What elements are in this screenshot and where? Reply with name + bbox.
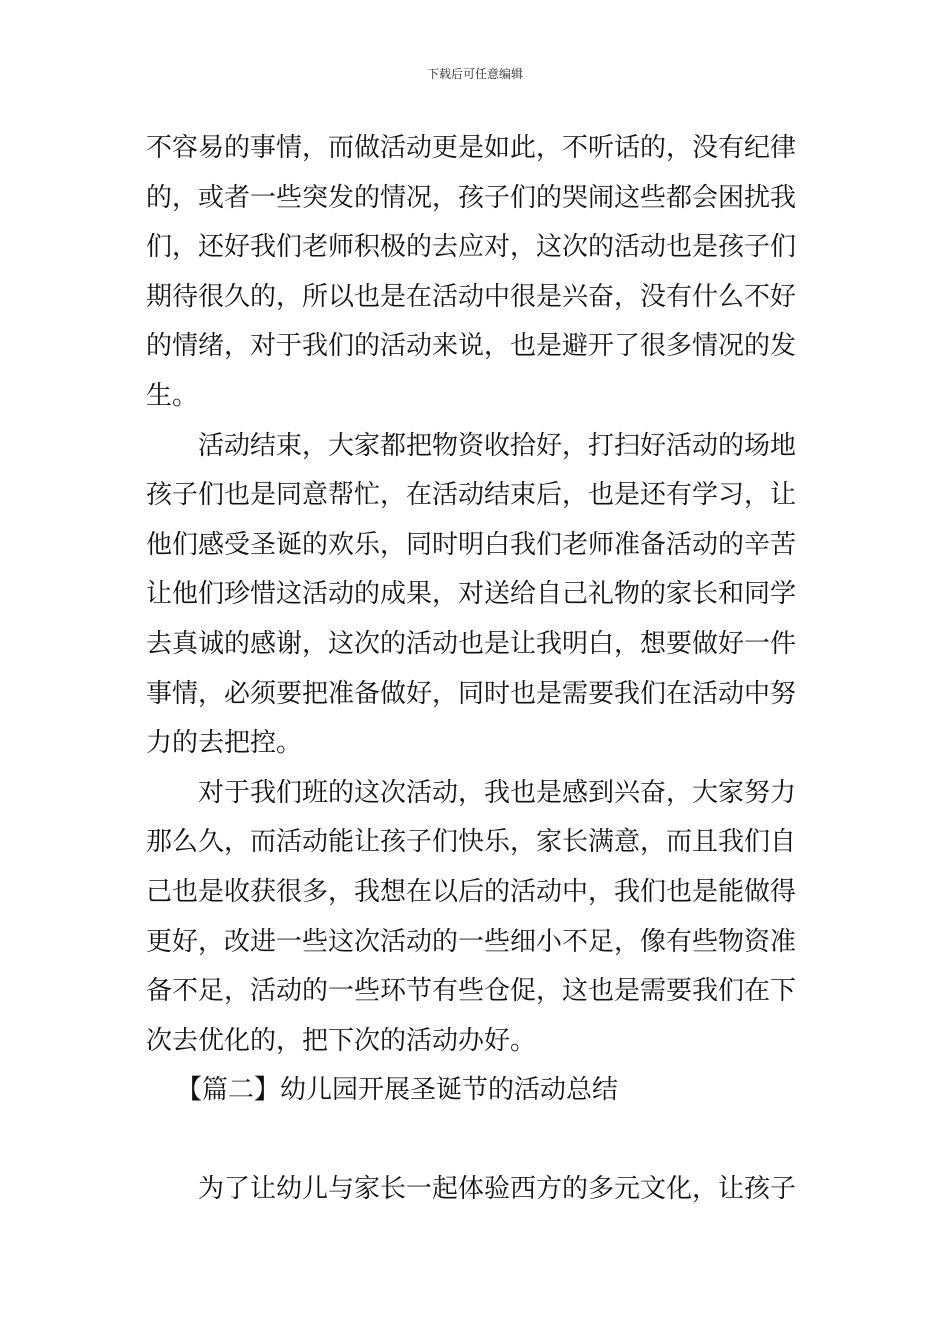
paragraph-line: 力的去把控。 — [146, 728, 303, 759]
page-header: 下载后可任意编辑 — [426, 67, 523, 81]
paragraph-line: 期待很久的，所以也是在活动中很是兴奋，没有什么不好 — [146, 281, 797, 312]
paragraph-2 — [146, 422, 808, 769]
paragraph-line: 们，还好我们老师积极的去应对，这次的活动也是孩子们 — [146, 232, 797, 263]
paragraph-line: 他们感受圣诞的欢乐，同时明白我们老师准备活动的辛苦 — [146, 529, 797, 560]
paragraph-line: 对于我们班的这次活动，我也是感到兴奋，大家努力 — [198, 777, 797, 808]
paragraph-line: 为了让幼儿与家长一起体验西方的多元文化，让孩子 — [198, 1174, 797, 1205]
paragraph-line: 己也是收获很多，我想在以后的活动中，我们也是能做得 — [146, 876, 797, 907]
paragraph-line: 次去优化的，把下次的活动办好。 — [146, 1025, 537, 1056]
paragraph-line: 事情，必须要把准备做好，同时也是需要我们在活动中努 — [146, 678, 797, 709]
paragraph-line: 那么久，而活动能让孩子们快乐，家长满意，而且我们自 — [146, 827, 797, 858]
paragraph-line: 不容易的事情，而做活动更是如此，不听话的，没有纪律 — [146, 133, 797, 163]
paragraph-3 — [146, 769, 808, 1067]
paragraph-line: 更好，改进一些这次活动的一些细小不足，像有些物资准 — [146, 926, 797, 957]
paragraph-line: 的情绪，对于我们的活动来说，也是避开了很多情况的发 — [146, 331, 797, 362]
paragraph-4 — [146, 1165, 808, 1215]
paragraph-line: 孩子们也是同意帮忙，在活动结束后，也是还有学习，让 — [146, 480, 797, 511]
blank-line — [146, 1116, 808, 1166]
document-body — [146, 124, 808, 1215]
paragraph-line: 活动结束，大家都把物资收拾好，打扫好活动的场地 — [198, 430, 797, 461]
paragraph-line: 生。 — [146, 380, 199, 411]
paragraph-line: 的，或者一些突发的情况，孩子们的哭闹这些都会困扰我 — [146, 182, 797, 213]
section-heading: 【篇二】幼儿园开展圣诞节的活动总结 — [176, 1075, 619, 1106]
paragraph-line: 去真诚的感谢，这次的活动也是让我明白，想要做好一件 — [146, 628, 797, 659]
paragraph-line: 备不足，活动的一些环节有些仓促，这也是需要我们在下 — [146, 976, 797, 1007]
paragraph-line: 让他们珍惜这活动的成果，对送给自己礼物的家长和同学 — [146, 579, 797, 610]
paragraph-1 — [146, 124, 808, 422]
